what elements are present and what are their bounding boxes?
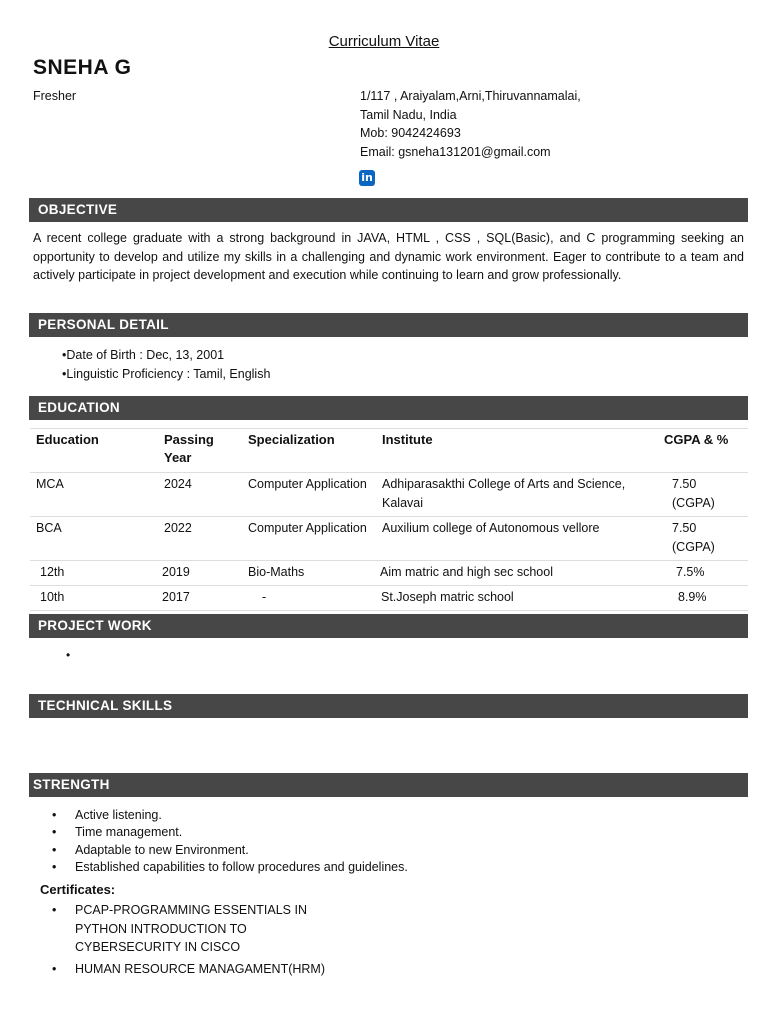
candidate-name: SNEHA G [33, 56, 132, 79]
column-header: Education [30, 429, 158, 473]
section-header-personal-detail: PERSONAL DETAIL [29, 313, 748, 337]
list-item: • PCAP-PROGRAMMING ESSENTIALS IN PYTHON INTRODUCTION TO CYBERSECURITY IN CISCO [52, 901, 345, 957]
table-cell: 2024 [158, 473, 242, 517]
objective-text: A recent college graduate with a strong background in JAVA, HTML , CSS , SQL(Basic), and C programming seeking an opportunity to develop and utilize my skills in a challenging and dynamic work environment. Eager to contribute to a team and actively participate in project development and execution while continuing to learn and grow professionally. [33, 231, 744, 282]
table-cell: 2022 [158, 517, 242, 561]
table-header-row [30, 429, 748, 473]
personal-detail-list [62, 346, 270, 383]
table-cell: MCA [30, 473, 158, 517]
table-row [30, 586, 748, 611]
table-cell: - [242, 586, 376, 611]
certificates-list [52, 901, 345, 981]
table-cell: 7.50 (CGPA) [658, 473, 748, 517]
address-line-1: 1/117 , Araiyalam,Arni,Thiruvannamalai, [360, 89, 581, 103]
table-cell: Aim matric and high sec school [376, 561, 658, 586]
date-of-birth: • Date of Birth : Dec, 13, 2001 [62, 346, 270, 365]
section-header-education: EDUCATION [29, 396, 748, 420]
table-cell: St.Joseph matric school [376, 586, 658, 611]
table-cell: 7.5% [658, 561, 748, 586]
table-cell: Computer Application [242, 517, 376, 561]
linguistic-proficiency: • Linguistic Proficiency : Tamil, English [62, 365, 270, 384]
table-cell: Adhiparasakthi College of Arts and Science, Kalavai [376, 473, 658, 517]
section-header-project-work: PROJECT WORK [29, 614, 748, 638]
mobile-number: Mob: 9042424693 [360, 126, 461, 141]
education-table [30, 428, 748, 611]
empty-bullet: • [66, 648, 71, 662]
email-address[interactable]: Email: gsneha131201@gmail.com [360, 145, 551, 160]
section-header-strength: STRENGTH [29, 773, 748, 797]
table-row [30, 561, 748, 586]
table-cell: 12th [30, 561, 158, 586]
table-cell: Auxilium college of Autonomous vellore [376, 517, 658, 561]
table-cell: 8.9% [658, 586, 748, 611]
list-item: • Active listening. [52, 807, 408, 824]
column-header: Specialization [242, 429, 376, 473]
list-item: • Time management. [52, 824, 408, 841]
strength-list [52, 807, 408, 876]
table-cell: 2017 [158, 586, 242, 611]
table-cell: 10th [30, 586, 158, 611]
address-line-2: Tamil Nadu, India [360, 107, 457, 122]
linkedin-icon[interactable]: in [359, 170, 375, 186]
document-title: Curriculum Vitae [328, 33, 440, 50]
certificates-title: Certificates: [40, 882, 116, 897]
section-header-objective: OBJECTIVE [29, 198, 748, 222]
candidate-status: Fresher [33, 89, 77, 103]
list-item: • Adaptable to new Environment. [52, 842, 408, 859]
table-row [30, 517, 748, 561]
column-header: Passing Year [158, 429, 242, 473]
table-row [30, 473, 748, 517]
table-cell: 2019 [158, 561, 242, 586]
section-header-technical-skills: TECHNICAL SKILLS [29, 694, 748, 718]
table-cell: Computer Application [242, 473, 376, 517]
table-cell: 7.50 (CGPA) [658, 517, 748, 561]
table-cell: BCA [30, 517, 158, 561]
list-item: • HUMAN RESOURCE MANAGAMENT(HRM) [52, 960, 345, 979]
column-header: CGPA & % [658, 429, 748, 473]
column-header: Institute [376, 429, 658, 473]
list-item: • Established capabilities to follow procedures and guidelines. [52, 859, 408, 876]
table-cell: Bio-Maths [242, 561, 376, 586]
contact-block [360, 87, 581, 162]
